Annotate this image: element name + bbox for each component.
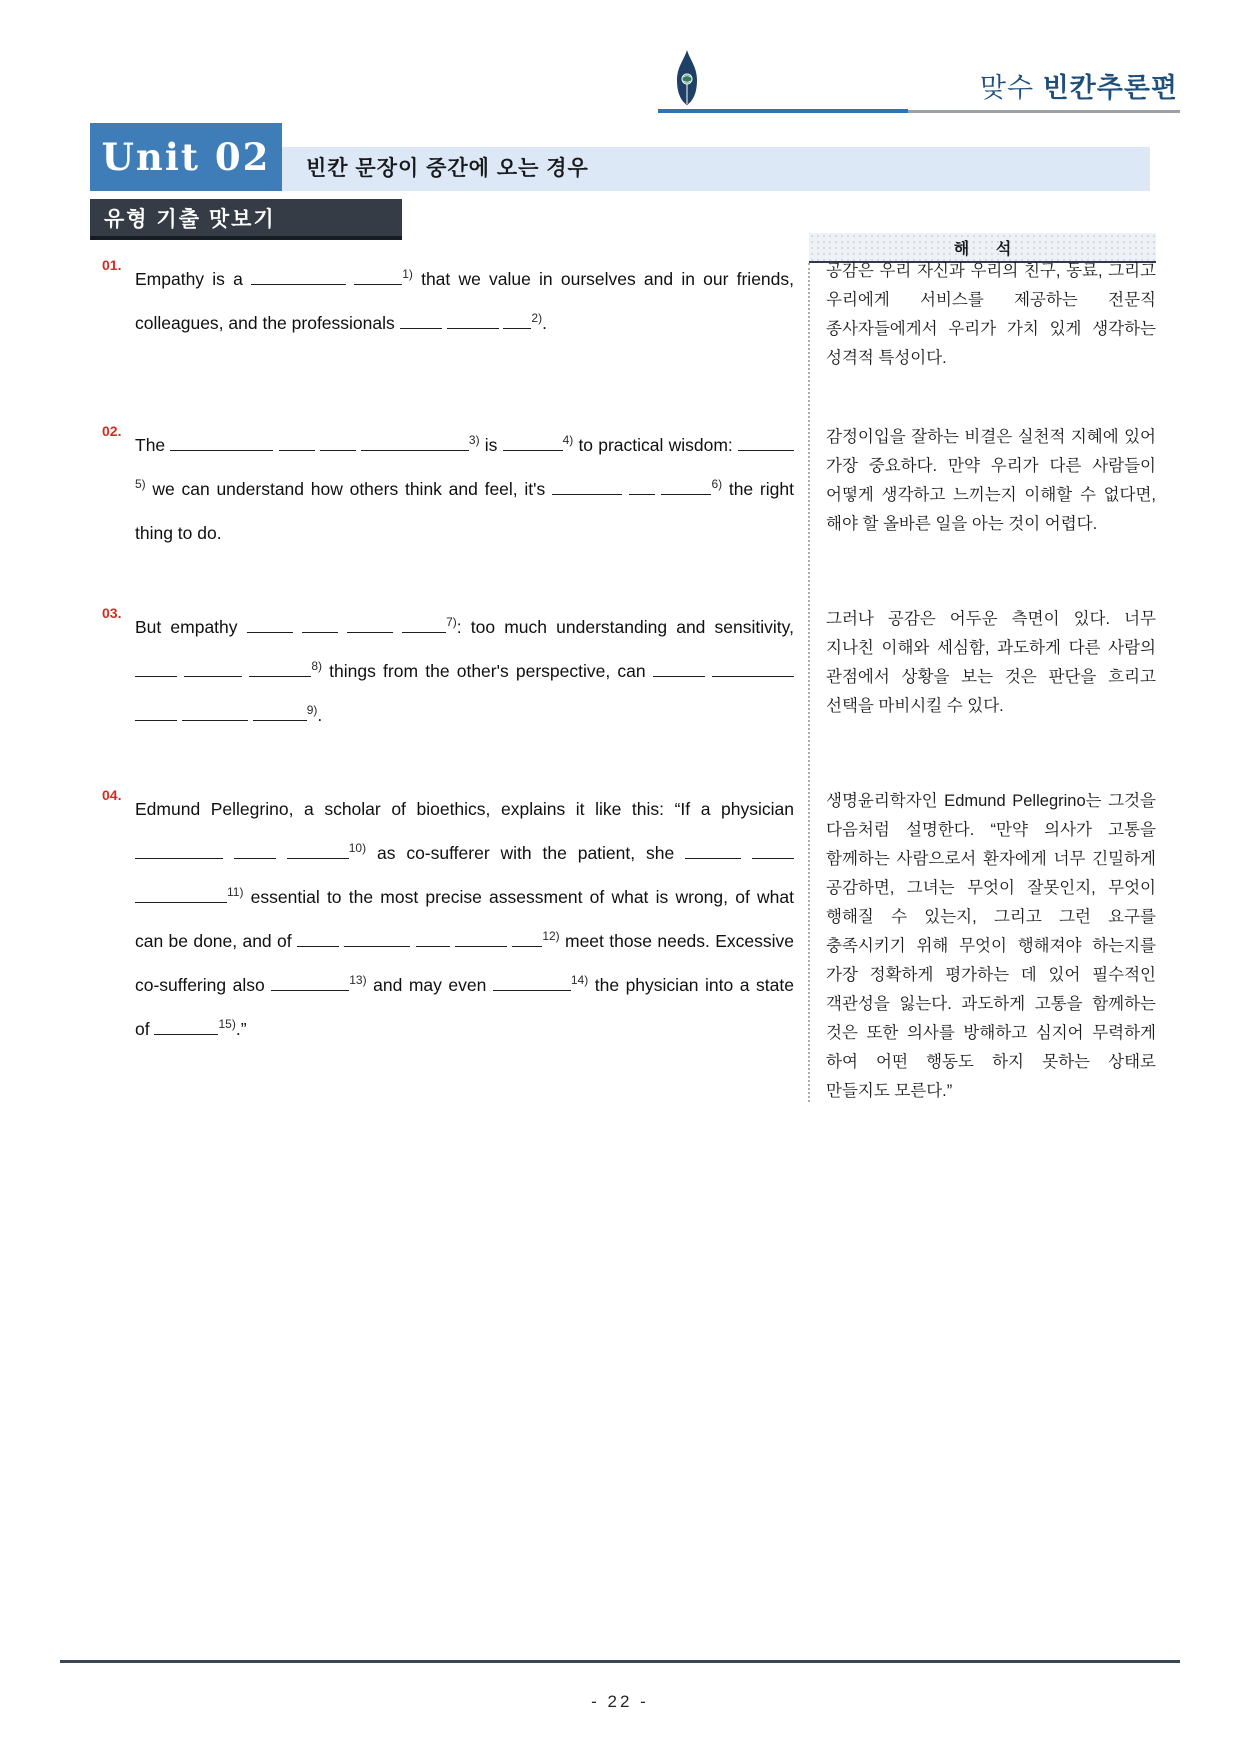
blank-ref-number: 4) bbox=[562, 433, 574, 448]
blank-ref-number: 5) bbox=[135, 477, 146, 492]
exercise-translation bbox=[808, 605, 1156, 737]
brand-title-regular: 맞수 bbox=[979, 73, 1043, 103]
exercise-rows bbox=[90, 233, 1156, 1106]
blank-ref-number: 1) bbox=[402, 267, 413, 282]
fill-blank bbox=[251, 269, 346, 285]
unit-label: Unit 02 bbox=[90, 123, 282, 191]
header-rule-gray bbox=[908, 110, 1180, 113]
blank-ref-number: 15) bbox=[218, 1017, 236, 1032]
fill-blank bbox=[738, 435, 794, 451]
fill-blank bbox=[512, 931, 542, 947]
exercise-number: 02. bbox=[102, 423, 122, 439]
footer-rule bbox=[60, 1660, 1180, 1663]
blank-ref-number: 6) bbox=[711, 477, 723, 492]
blank-ref-number: 12) bbox=[542, 929, 560, 944]
fill-blank bbox=[653, 661, 705, 677]
exercise-translation bbox=[808, 787, 1156, 1106]
fill-blank bbox=[135, 843, 223, 859]
exercise-row bbox=[90, 605, 1156, 737]
unit-subtitle-band bbox=[282, 147, 1150, 191]
fill-blank bbox=[182, 705, 248, 721]
exercise-row bbox=[90, 787, 1156, 1106]
fill-blank bbox=[271, 975, 349, 991]
fill-blank bbox=[344, 931, 410, 947]
blank-ref-number: 8) bbox=[311, 659, 323, 674]
blank-ref-number: 14) bbox=[570, 973, 589, 988]
translation-column-header: 해 석 bbox=[809, 233, 1156, 263]
exercise-sentence: But empathy $^{7)}$: too much understanding and sensitivity, $^{8)}$ things from the other's perspective, can $^{9)}$. bbox=[135, 615, 794, 725]
fill-blank bbox=[253, 705, 307, 721]
exercise-sentence: The $^{3)}$ is $^{4)}$ to practical wisdom: $^{5)}$ we can understand how others think and feel, it's $^{6)}$ the right thing to do. bbox=[135, 433, 794, 543]
fill-blank bbox=[503, 313, 531, 329]
fill-blank bbox=[661, 479, 711, 495]
fill-blank bbox=[712, 661, 794, 677]
fill-blank bbox=[416, 931, 450, 947]
fill-blank bbox=[135, 661, 177, 677]
translation-text: 감정이입을 잘하는 비결은 실천적 지혜에 있어 가장 중요하다. 만약 우리가 다른 사람들이 어떻게 생각하고 느끼는지 이해할 수 없다면, 해야 할 올바른 일을 아는 것이 어렵다. bbox=[826, 428, 1156, 533]
exercise-number: 03. bbox=[102, 605, 122, 621]
blank-ref-number: 9) bbox=[306, 703, 318, 718]
fill-blank bbox=[361, 435, 469, 451]
fill-blank bbox=[347, 617, 393, 633]
exercise-english bbox=[90, 257, 808, 373]
fill-blank bbox=[184, 661, 242, 677]
fill-blank bbox=[297, 931, 339, 947]
translation-text: 공감은 우리 자신과 우리의 친구, 동료, 그리고 우리에게 서비스를 제공하는 전문직 종사자들에게서 우리가 가치 있게 생각하는 성격적 특성이다. bbox=[826, 262, 1156, 367]
fill-blank bbox=[234, 843, 276, 859]
blank-ref-number: 13) bbox=[349, 973, 367, 988]
fill-blank bbox=[354, 269, 402, 285]
exercise-number: 04. bbox=[102, 787, 122, 803]
blank-ref-number: 7) bbox=[446, 615, 457, 630]
fill-blank bbox=[447, 313, 499, 329]
header-rule-blue bbox=[658, 109, 908, 113]
fill-blank bbox=[135, 887, 227, 903]
fill-blank bbox=[493, 975, 571, 991]
fill-blank bbox=[629, 479, 655, 495]
exercise-sentence: Empathy is a $^{1)}$ that we value in ourselves and in our friends, colleagues, and the professionals $^{2)}$. bbox=[135, 267, 795, 333]
exercise-english bbox=[90, 787, 808, 1106]
fill-blank bbox=[752, 843, 794, 859]
translation-text: 그러나 공감은 어두운 측면이 있다. 너무 지나친 이해와 세심함, 과도하게 다른 사람의 관점에서 상황을 보는 것은 판단을 흐리고 선택을 마비시킬 수 있다. bbox=[826, 610, 1156, 715]
page-number: - 22 - bbox=[591, 1692, 649, 1711]
exercise-translation bbox=[808, 423, 1156, 555]
fill-blank bbox=[247, 617, 293, 633]
fill-blank bbox=[402, 617, 446, 633]
translation-text: 생명윤리학자인 Edmund Pellegrino는 그것을 다음처럼 설명한다. “만약 의사가 고통을 함께하는 사람으로서 환자에게 너무 긴밀하게 공감하면, 그녀는 무엇이 잘못인지, 무엇이 행해질 수 있는지, 그리고 그런 요구를 충족시키기 위해 무엇이 행해져야 하는지를 가장 정확하게 평가하는 데 있어 필수적인 객관성을 잃는다. 과도하게 고통을 함께하는 것은 또한 의사를 방해하고 심지어 무력하게 하여 어떤 행동도 하지 못하는 상태로 만들지도 모른다.” bbox=[826, 792, 1156, 1100]
fill-blank bbox=[302, 617, 338, 633]
unit-subtitle: 빈칸 문장이 중간에 오는 경우 bbox=[306, 157, 589, 180]
fill-blank bbox=[320, 435, 356, 451]
fill-blank bbox=[503, 435, 563, 451]
blank-ref-number: 10) bbox=[348, 841, 367, 856]
fill-blank bbox=[154, 1019, 218, 1035]
exercise-sentence: Edmund Pellegrino, a scholar of bioethics, explains it like this: “If a physician $^{10)}$ as co-sufferer with the patient, she $^{11)}$ essential to the most precise assessment of what is wrong, of what can be done, and of $^{12)}$ meet those needs. Excessive co-suffering also $^{13)}$ and may even $^{14)}$ the physician into a state of $^{15)}$.” bbox=[135, 799, 795, 1039]
blank-ref-number: 2) bbox=[531, 311, 543, 326]
fill-blank bbox=[170, 435, 273, 451]
blank-ref-number: 11) bbox=[227, 885, 244, 900]
fill-blank bbox=[400, 313, 442, 329]
fill-blank bbox=[455, 931, 507, 947]
fill-blank bbox=[287, 843, 349, 859]
fill-blank bbox=[552, 479, 622, 495]
fill-blank bbox=[279, 435, 315, 451]
fill-blank bbox=[685, 843, 741, 859]
fill-blank bbox=[135, 705, 177, 721]
exercise-translation bbox=[808, 257, 1156, 373]
exercise-english bbox=[90, 605, 808, 737]
brand-title bbox=[980, 66, 1178, 105]
brand-title-bold: 빈칸추론편 bbox=[1042, 73, 1178, 103]
exercise-row bbox=[90, 257, 1156, 373]
fill-blank bbox=[249, 661, 311, 677]
blank-ref-number: 3) bbox=[468, 433, 480, 448]
exercise-number: 01. bbox=[102, 257, 122, 273]
exercise-english bbox=[90, 423, 808, 555]
exercise-row bbox=[90, 423, 1156, 555]
exercise-area bbox=[90, 233, 1156, 1106]
section-title: 유형 기출 맛보기 bbox=[90, 199, 402, 240]
pen-nib-icon bbox=[670, 50, 704, 108]
